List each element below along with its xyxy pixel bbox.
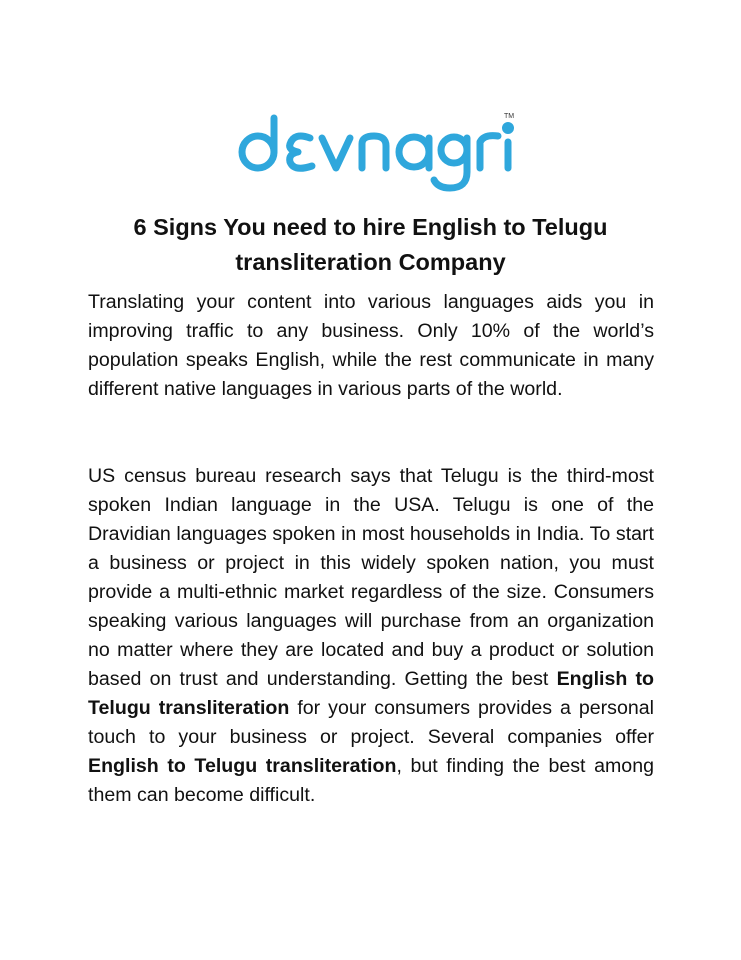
- paragraph-intro: Translating your content into various languages aids you in improving traffic to any business. Only 10% of the world’s population speaks English, while the rest communicate in many different native languages in various parts of the world.: [88, 291, 654, 400]
- devnagri-logo: [228, 100, 518, 200]
- title-line-1: 6 Signs You need to hire English to Telugu: [133, 214, 608, 240]
- bold-keyword: English to Telugu transliteration: [88, 668, 655, 719]
- title-line-2: transliteration Company: [235, 249, 506, 275]
- bold-keyword: English to Telugu transliteration: [88, 755, 397, 777]
- page-title: [60, 210, 681, 280]
- trademark-mark: TM: [504, 113, 515, 120]
- paragraph-text: for your consumers provides a personal touch to your business or project. Several companies offer: [88, 697, 655, 748]
- paragraph-census: [88, 462, 654, 810]
- paragraph-text: US census bureau research says that Telugu is the third-most spoken Indian language in the USA. Telugu is one of the Dravidian languages spoken in most households in India. To start a business or project in this widely spoken nation, you must provide a multi-ethnic market regardless of the size. Consumers speaking various languages will purchase from an organization no matter where they are located and buy a product or solution based on trust and understanding. Getting the best: [88, 465, 654, 690]
- paragraph-text: , but finding the best among them can become difficult.: [88, 755, 654, 806]
